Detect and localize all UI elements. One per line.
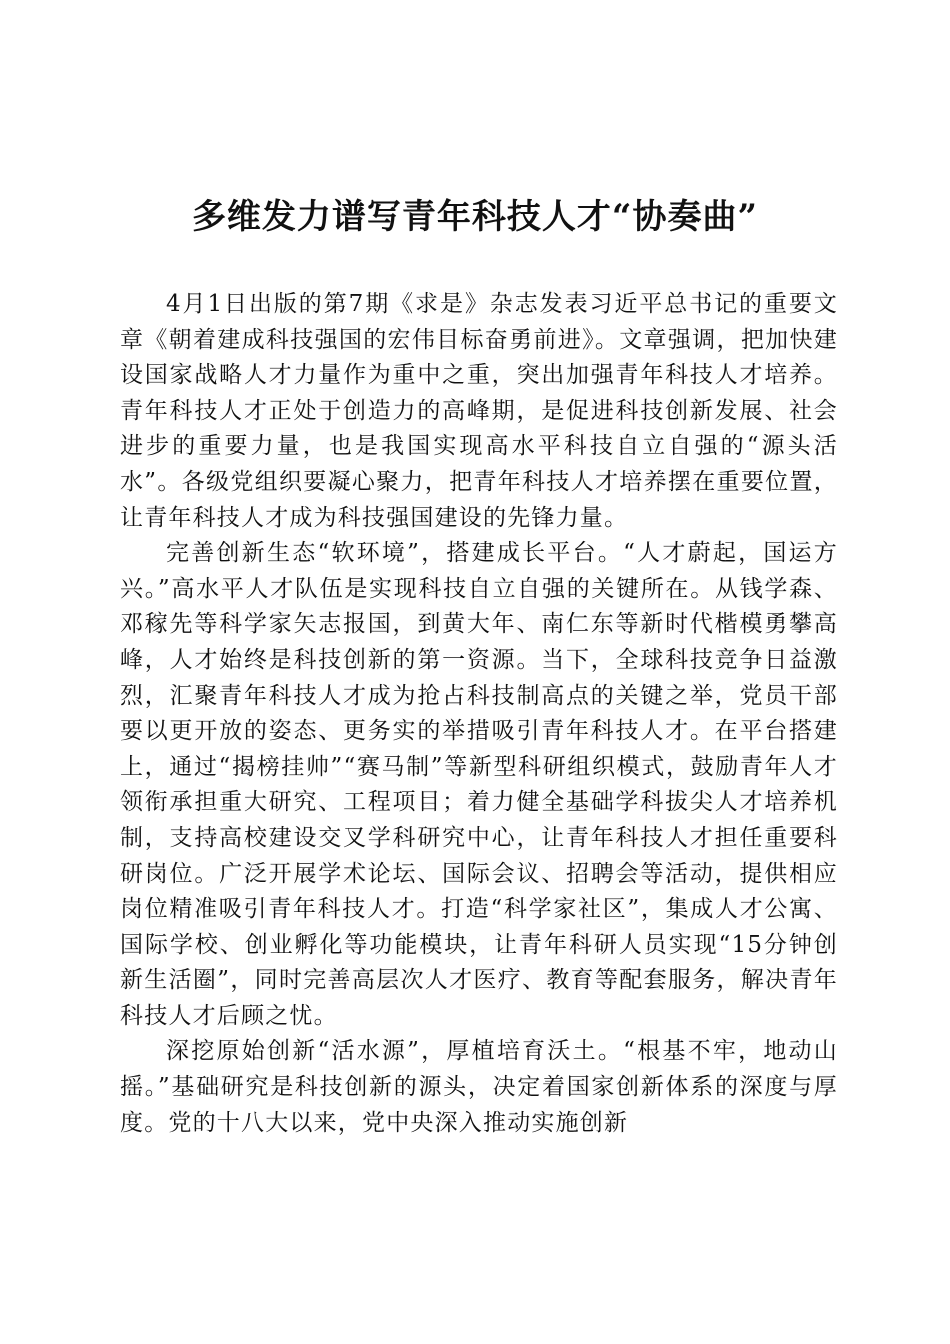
paragraph-1: 4月1日出版的第7期《求是》杂志发表习近平总书记的重要文章《朝着建成科技强国的宏伟目标奋勇前进》。文章强调，把加快建设国家战略人才力量作为重中之重，突出加强青年科技人才培养。青年科技人才正处于创造力的高峰期，是促进科技创新发展、社会进步的重要力量，也是我国实现高水平科技自立自强的“源头活水”。各级党组织要凝心聚力，把青年科技人才培养摆在重要位置，让青年科技人才成为科技强国建设的先锋力量。 bbox=[120, 291, 838, 531]
paragraph-3: 深挖原始创新“活水源”，厚植培育沃土。“根基不牢，地动山摇。”基础研究是科技创新的源头，决定着国家创新体系的深度与厚度。党的十八大以来，党中央深入推动实施创新 bbox=[120, 1038, 838, 1136]
document-title: 多维发力谱写青年科技人才“协奏曲” bbox=[191, 197, 759, 237]
document-body bbox=[120, 287, 838, 1141]
paragraph-2: 完善创新生态“软环境”，搭建成长平台。“人才蔚起，国运方兴。”高水平人才队伍是实现科技自立自强的关键所在。从钱学森、邓稼先等科学家矢志报国，到黄大年、南仁东等新时代楷模勇攀高峰，人才始终是科技创新的第一资源。当下，全球科技竞争日益激烈，汇聚青年科技人才成为抢占科技制高点的关键之举，党员干部要以更开放的姿态、更务实的举措吸引青年科技人才。在平台搭建上，通过“揭榜挂帅”“赛马制”等新型科研组织模式，鼓励青年人才领衔承担重大研究、工程项目；着力健全基础学科拔尖人才培养机制，支持高校建设交叉学科研究中心，让青年科技人才担任重要科研岗位。广泛开展学术论坛、国际会议、招聘会等活动，提供相应岗位精准吸引青年科技人才。打造“科学家社区”，集成人才公寓、国际学校、创业孵化等功能模块，让青年科研人员实现“15分钟创新生活圈”，同时完善高层次人才医疗、教育等配套服务，解决青年科技人才后顾之忧。 bbox=[120, 540, 838, 1029]
